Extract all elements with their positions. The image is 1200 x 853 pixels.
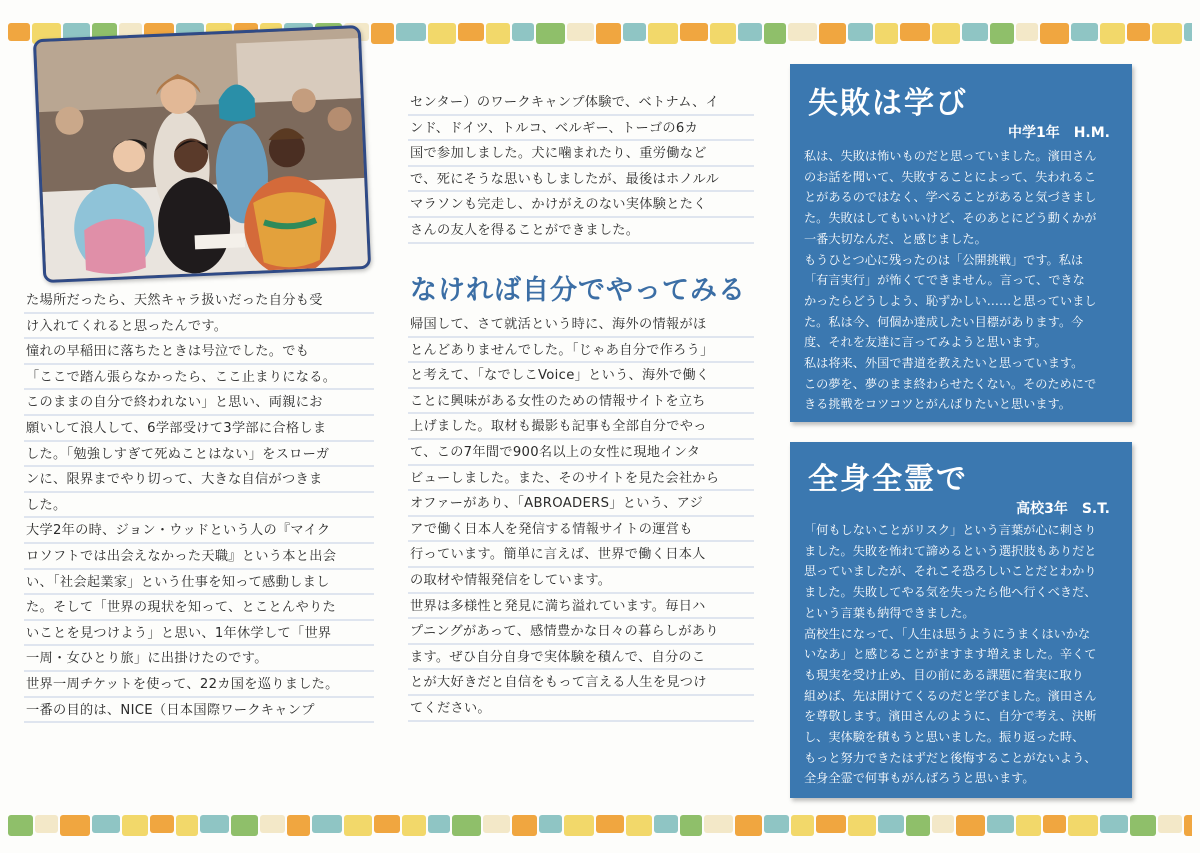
text-line: 憧れの早稲田に落ちたときは号泣でした。でも	[24, 339, 374, 365]
decorative-stroke	[1016, 815, 1041, 836]
text-line: と考えて、「なでしこVoice」という、海外で働く	[408, 363, 754, 389]
decorative-stroke	[1130, 815, 1156, 836]
text-line: 高校生になって、「人生は思うようにうまくはいかな	[804, 626, 1091, 641]
decorative-stroke	[60, 815, 90, 836]
decorative-stroke	[816, 815, 846, 833]
student-comment-box-2	[790, 442, 1132, 798]
decorative-stroke	[1016, 23, 1038, 41]
article-column-left	[24, 288, 374, 723]
text-line: いことを見つけよう」と思い、1年休学して「世界	[24, 621, 374, 647]
text-line: プニングがあって、感情豊かな日々の暮らしがあり	[408, 619, 754, 645]
text-line: 帰国して、さて就活という時に、海外の情報がほ	[408, 312, 754, 338]
text-line: オファーがあり、「ABROADERS」という、アジ	[408, 491, 754, 517]
article-column-middle-bottom	[408, 312, 754, 722]
section-heading: なければ自分でやってみる	[410, 275, 746, 306]
decorative-stroke	[567, 23, 594, 41]
decorative-stroke	[483, 815, 510, 833]
decorative-stroke	[486, 23, 510, 44]
decorative-stroke	[428, 815, 450, 833]
text-line: とがあるのではなく、学べることがあると気づきまし	[804, 190, 1097, 205]
text-line: 思っていましたが、それこそ恐ろしいことだとわかり	[804, 564, 1097, 579]
box-title: 全身全霊で	[808, 462, 968, 497]
decorative-stroke	[623, 23, 646, 41]
decorative-stroke	[819, 23, 846, 44]
text-line: 願いして浪人して、6学部受けて3学部に合格しま	[24, 416, 374, 442]
decorative-stroke	[231, 815, 258, 836]
decorative-stroke	[987, 815, 1014, 833]
decorative-stroke	[35, 815, 58, 833]
text-line: この夢を、夢のまま終わらせたくない。そのためにで	[804, 376, 1097, 391]
box-author: 高校3年 S.T.	[1016, 501, 1110, 517]
decorative-stroke	[176, 815, 198, 836]
text-line: て、この7年間で900名以上の女性に現地インタ	[408, 440, 754, 466]
decorative-stroke	[735, 815, 762, 836]
box-author: 中学1年 H.M.	[1007, 125, 1110, 141]
text-line: ビューしました。また、そのサイトを見た会社から	[408, 466, 754, 492]
decorative-stroke	[402, 815, 426, 836]
decorative-stroke	[906, 815, 930, 836]
text-line: も現実を受け止め、目の前にある課題に着実に取り	[804, 667, 1084, 682]
decorative-stroke	[596, 23, 621, 44]
decorative-stroke	[648, 23, 678, 44]
decorative-stroke	[875, 23, 898, 44]
text-line: 世界は多様性と発見に満ち溢れています。毎日ハ	[408, 594, 754, 620]
decorative-stroke	[1127, 23, 1150, 41]
text-line: 国で参加しました。犬に噛まれたり、重労働など	[408, 141, 754, 167]
text-line: 私は、失敗は怖いものだと思っていました。濱田さん	[804, 149, 1097, 163]
text-line: 私は将来、外国で書道を教えたいと思っています。	[804, 356, 1084, 371]
text-line: した。	[24, 493, 374, 519]
decorative-stroke	[344, 815, 372, 836]
text-line: た。失敗はしてもいいけど、そのあとにどう動くかが	[804, 211, 1097, 226]
text-line: 度、それを友達に言ってみようと思います。	[804, 335, 1047, 350]
group-photo-image	[36, 28, 371, 283]
text-line: いなあ」と感じることがますます増えました。辛くて	[804, 647, 1097, 662]
text-line: とんどありませんでした。「じゃあ自分で作ろう」	[408, 338, 754, 364]
decorative-stroke	[1100, 23, 1125, 44]
text-line: かったらどうしよう、恥ずかしい……と思っていまし	[804, 293, 1097, 308]
decorative-stroke	[791, 815, 814, 836]
text-line: 組めば、先は開けてくるのだと学びました。濱田さん	[804, 688, 1097, 703]
decorative-stroke	[536, 23, 565, 44]
text-line: とが大好きだと自信をもって言える人生を見つけ	[408, 670, 754, 696]
decorative-stroke	[122, 815, 148, 836]
decorative-stroke	[1071, 23, 1098, 41]
decorative-stroke	[962, 23, 988, 41]
decorative-stroke	[512, 23, 534, 41]
text-line: のお話を聞いて、失敗することによって、失われるこ	[804, 169, 1097, 184]
decorative-stroke	[396, 23, 426, 41]
decorative-stroke	[428, 23, 456, 44]
decorative-stroke	[956, 815, 985, 836]
decorative-stroke	[654, 815, 678, 833]
text-line: 一番大切なんだ、と感じました。	[804, 231, 987, 246]
decorative-stroke	[200, 815, 229, 833]
decorative-stroke	[8, 815, 33, 836]
decorative-stroke	[932, 815, 954, 833]
text-line: 「何もしないことがリスク」という言葉が心に刺さり	[804, 523, 1097, 537]
text-line: 大学2年の時、ジョン・ウッドという人の『マイク	[24, 518, 374, 544]
text-line: した。「勉強しすぎて死ぬことはない」をスローガ	[24, 442, 374, 468]
decorative-stroke	[260, 815, 285, 833]
decorative-stroke	[312, 815, 342, 833]
text-line: た場所だったら、天然キャラ扱いだった自分も受	[24, 288, 374, 314]
decorative-stroke	[848, 23, 873, 41]
decorative-stroke	[932, 23, 960, 44]
article-column-middle-top	[408, 90, 754, 244]
decorative-stroke	[1158, 815, 1182, 833]
decorative-stroke	[92, 815, 120, 833]
text-line: このままの自分で終われない」と思い、両親にお	[24, 390, 374, 416]
text-line: 世界一周チケットを使って、22カ国を巡りました。	[24, 672, 374, 698]
decorative-stroke	[1184, 815, 1192, 836]
decorative-stroke	[150, 815, 174, 833]
decorative-stroke	[539, 815, 562, 833]
group-photo	[33, 25, 371, 283]
text-line: ンド、ドイツ、トルコ、ベルギー、トーゴの6カ	[408, 116, 754, 142]
text-line: ロソフトでは出会えなかった天職』という本と出会	[24, 544, 374, 570]
decorative-stroke	[704, 815, 733, 833]
bottom-decorative-border	[8, 812, 1192, 842]
text-line: を尊敬します。濱田さんのように、自分で考え、決断	[804, 709, 1097, 724]
text-line: た。そして「世界の現状を知って、とことんやりた	[24, 595, 374, 621]
decorative-stroke	[1068, 815, 1098, 836]
text-line: という言葉も納得できました。	[804, 605, 975, 620]
text-line: アで働く日本人を発信する情報サイトの運営も	[408, 517, 754, 543]
text-line: ます。ぜひ自分自身で実体験を積んで、自分のこ	[408, 645, 754, 671]
decorative-stroke	[596, 815, 624, 833]
decorative-stroke	[764, 815, 789, 833]
text-line: 一周・女ひとり旅」に出掛けたのです。	[24, 646, 374, 672]
decorative-stroke	[1100, 815, 1128, 833]
text-line: ことに興味がある女性のための情報サイトを立ち	[408, 389, 754, 415]
text-line: きる挑戦をコツコツとがんばりたいと思います。	[804, 397, 1071, 412]
text-line: さんの友人を得ることができました。	[408, 218, 754, 244]
decorative-stroke	[452, 815, 481, 836]
text-line: 「ここで踏ん張らなかったら、ここ止まりになる。	[24, 365, 374, 391]
box-title: 失敗は学び	[808, 86, 968, 121]
text-line: 一番の目的は、NICE（日本国際ワークキャンプ	[24, 698, 374, 724]
decorative-stroke	[1040, 23, 1069, 44]
text-line: てください。	[408, 696, 754, 722]
student-comment-box-1	[790, 64, 1132, 422]
text-line: もうひとつ心に残ったのは「公開挑戦」です。私は	[804, 252, 1084, 267]
text-line: い、「社会起業家」という仕事を知って感動しまし	[24, 570, 374, 596]
text-line: 「有言実行」が怖くてできません。言って、できな	[804, 273, 1085, 288]
decorative-stroke	[878, 815, 904, 833]
text-line: センター）のワークキャンプ体験で、ベトナム、イ	[408, 90, 754, 116]
decorative-stroke	[8, 23, 30, 41]
text-line: の取材や情報発信をしています。	[408, 568, 754, 594]
decorative-stroke	[458, 23, 484, 41]
text-line: ンに、限界までやり切って、大きな自信がつきま	[24, 467, 374, 493]
text-line: マラソンも完走し、かけがえのない実体験とたく	[408, 192, 754, 218]
text-line: で、死にそうな思いもしましたが、最後はホノルル	[408, 167, 754, 193]
decorative-stroke	[1184, 23, 1192, 41]
text-line: ました。失敗を怖れて諦めるという選択肢もありだと	[804, 543, 1097, 558]
text-line: ました。失敗してやる気を失ったら他へ行くべきだ、	[804, 585, 1097, 600]
decorative-stroke	[680, 23, 708, 41]
decorative-stroke	[1043, 815, 1066, 833]
decorative-stroke	[512, 815, 537, 836]
decorative-stroke	[1152, 23, 1182, 44]
decorative-stroke	[710, 23, 736, 44]
decorative-stroke	[371, 23, 394, 44]
decorative-stroke	[680, 815, 702, 836]
text-line: け入れてくれると思ったんです。	[24, 314, 374, 340]
decorative-stroke	[764, 23, 786, 44]
decorative-stroke	[900, 23, 930, 41]
text-line: もっと努力できたはずだと後悔することがないよう、	[804, 750, 1097, 765]
decorative-stroke	[990, 23, 1014, 44]
decorative-stroke	[564, 815, 594, 836]
decorative-stroke	[738, 23, 762, 41]
decorative-stroke	[788, 23, 817, 41]
decorative-stroke	[626, 815, 652, 836]
decorative-stroke	[848, 815, 876, 836]
text-line: 上げました。取材も撮影も記事も全部自分でやっ	[408, 414, 754, 440]
box-body	[804, 146, 1124, 415]
text-line: 行っています。簡単に言えば、世界で働く日本人	[408, 542, 754, 568]
decorative-stroke	[374, 815, 400, 833]
decorative-stroke	[287, 815, 310, 836]
text-line: 全身全霊で何事もがんばろうと思います。	[804, 771, 1035, 786]
text-line: た。私は今、何個か達成したい目標があります。今	[804, 314, 1084, 329]
box-body	[804, 520, 1124, 789]
text-line: し、実体験を積もうと思いました。振り返った時、	[804, 730, 1085, 745]
